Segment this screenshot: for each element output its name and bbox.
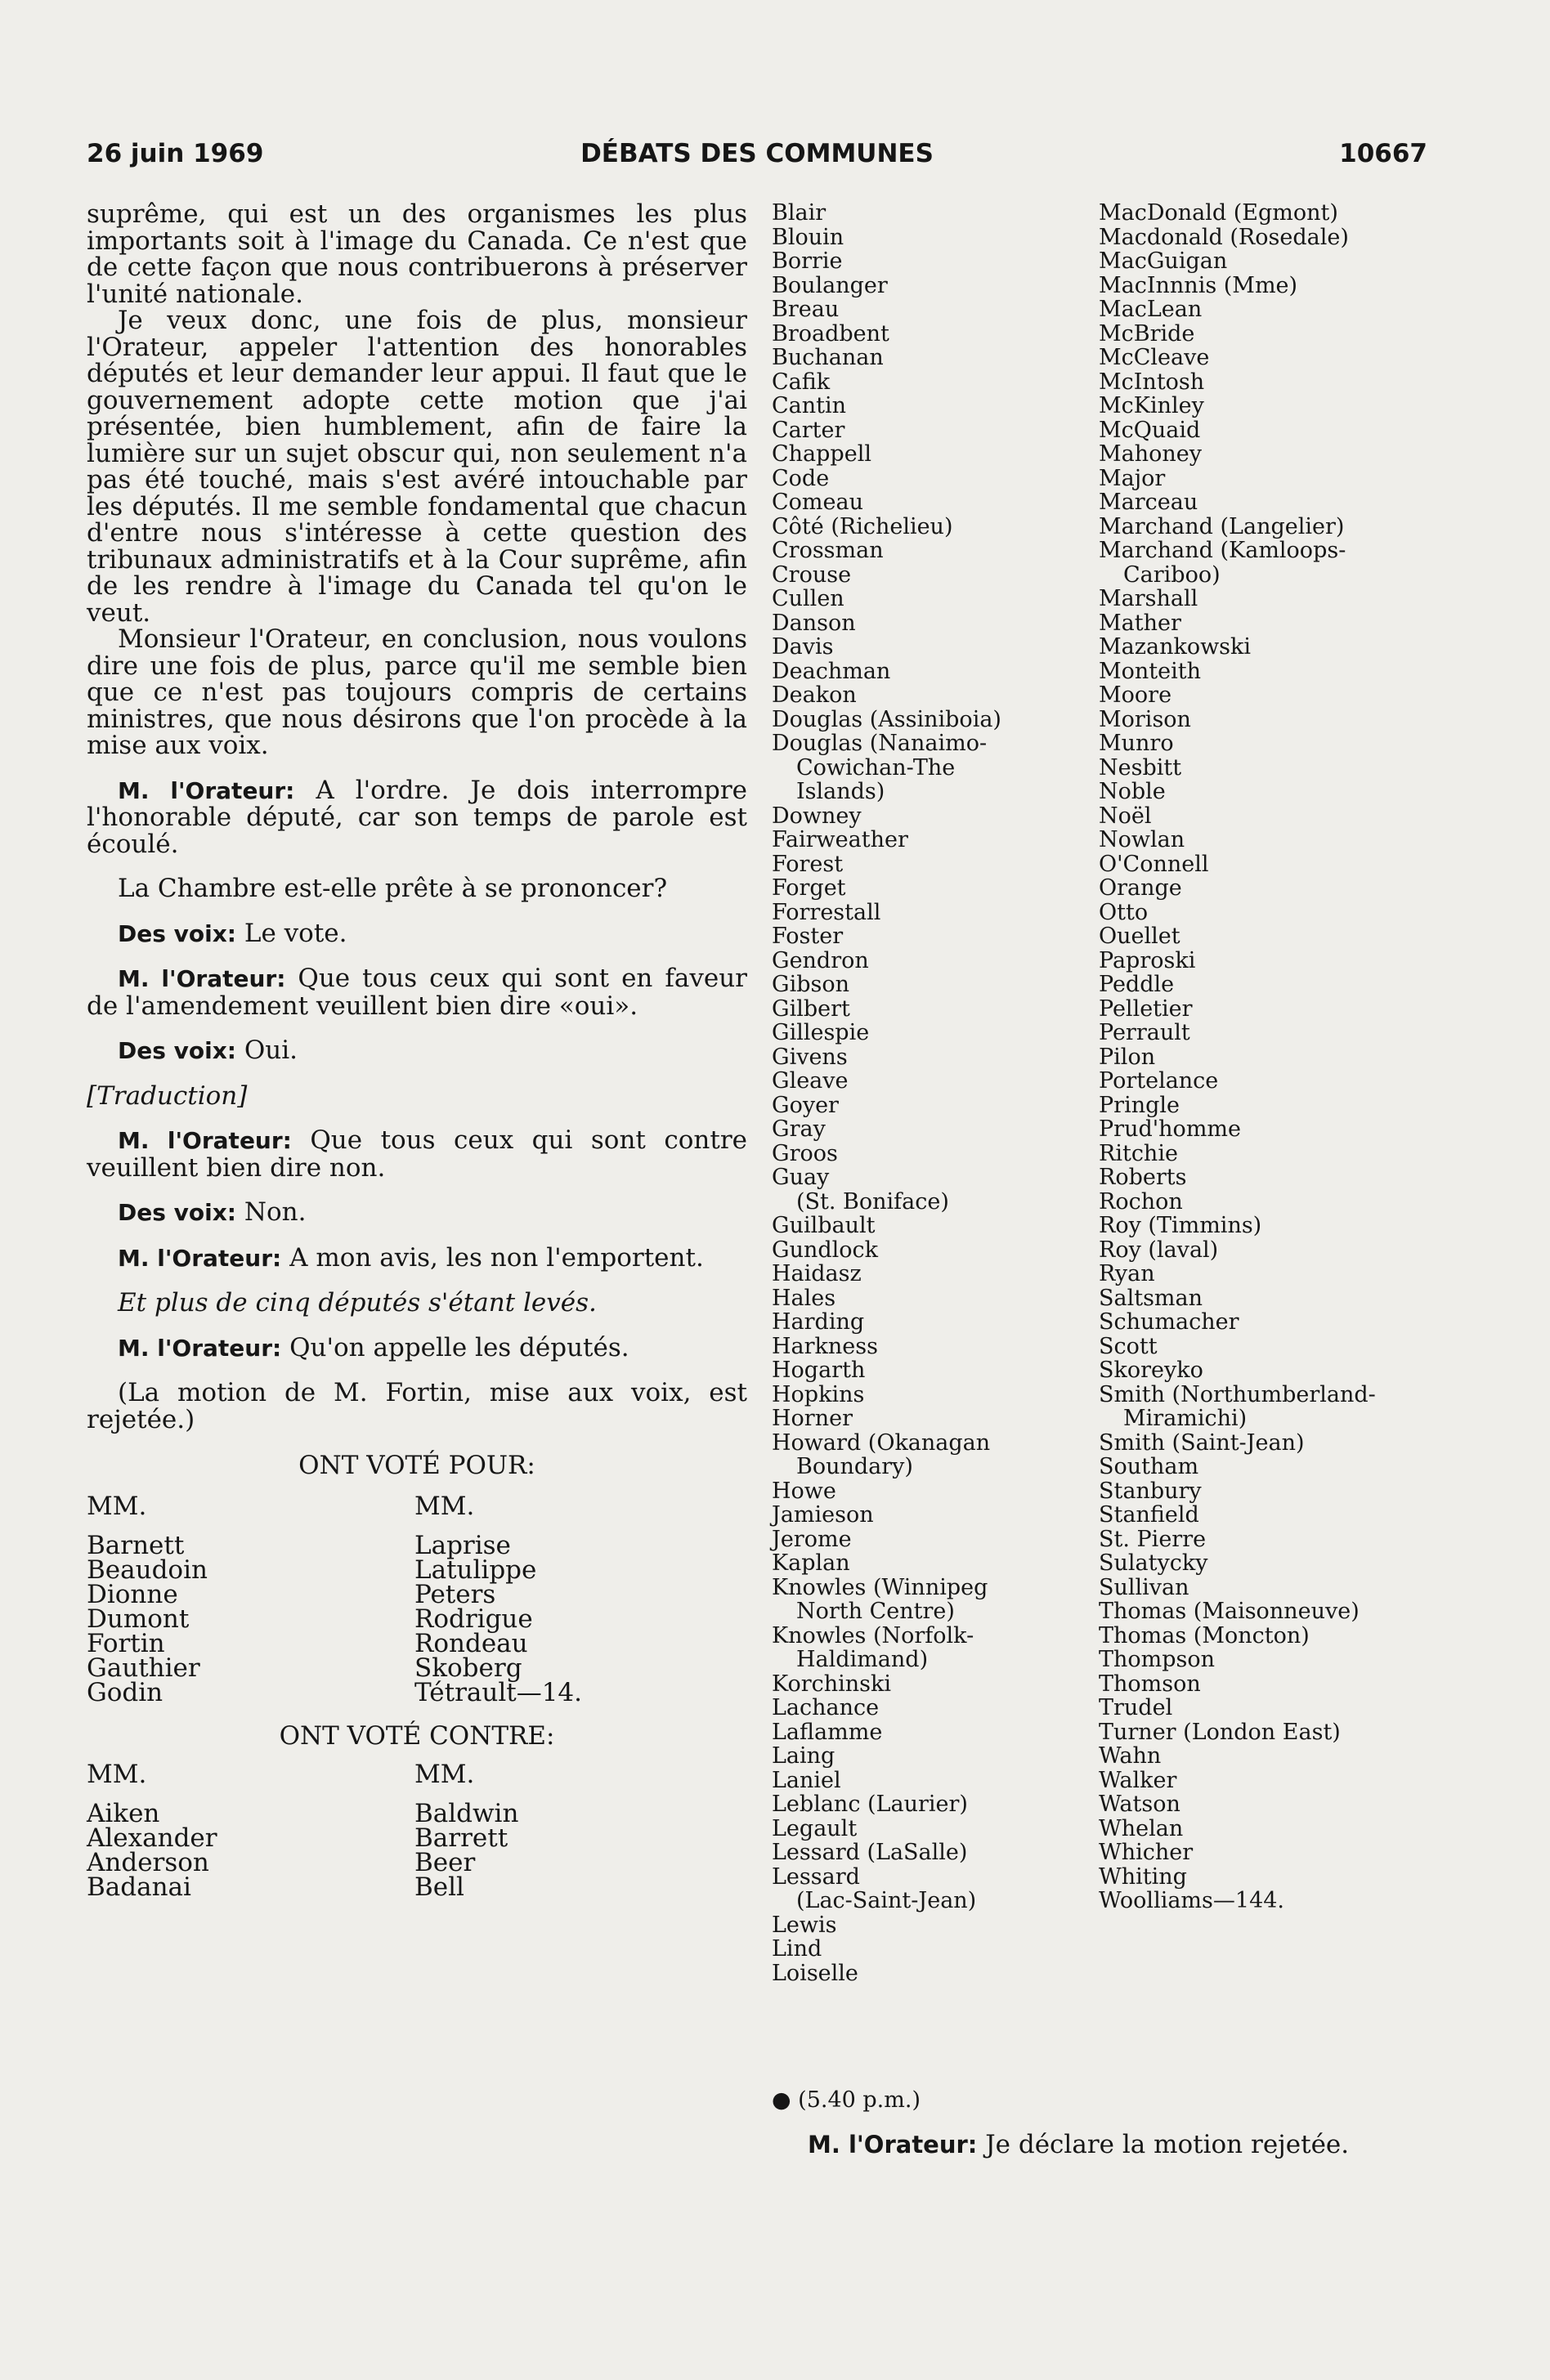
member-name: Turner (London East) [1099, 1719, 1341, 1745]
bullet-icon: ● [772, 2087, 791, 2113]
member-name: Stanbury [1099, 1478, 1202, 1504]
member-name: Rondeau [414, 1628, 528, 1658]
header-date: 26 juin 1969 [87, 139, 264, 168]
member-name: Pilon [1099, 1044, 1156, 1070]
member-name: MacGuigan [1099, 248, 1228, 274]
member-name: McCleave [1099, 345, 1210, 370]
speech-text: A l'ordre. Je dois interrompre l'honorable député, car son temps de parole est écoulé. [87, 775, 747, 859]
member-name: Code [772, 465, 830, 491]
member-name: Cowichan-The [796, 754, 956, 781]
votes-against-col-2 [414, 1760, 742, 1902]
member-name: Kaplan [772, 1550, 850, 1576]
member-name: Sulatycky [1099, 1550, 1208, 1576]
member-name: Godin [87, 1677, 164, 1707]
member-name: Laing [772, 1743, 835, 1769]
member-name: Harkness [772, 1333, 878, 1359]
member-name: Jamieson [772, 1502, 874, 1528]
member-name: Scott [1099, 1333, 1158, 1359]
member-name: Major [1099, 465, 1166, 491]
member-name: Wahn [1099, 1743, 1162, 1769]
member-name: Breau [772, 297, 840, 322]
votes-against-heading: ONT VOTÉ CONTRE: [279, 1720, 555, 1751]
member-name: Cafik [772, 369, 831, 395]
member-name: Otto [1099, 899, 1149, 925]
votes-against-col-4 [1099, 201, 1442, 1913]
traduction-note: [Traduction] [87, 1080, 248, 1111]
member-name: Stanfield [1099, 1502, 1199, 1528]
member-name: Aiken [87, 1799, 160, 1828]
member-name: Orange [1099, 875, 1182, 901]
member-name: Mather [1099, 610, 1181, 636]
member-name: Munro [1099, 731, 1174, 756]
paragraph-2: Je veux donc, une fois de plus, monsieur l'Orateur, appeler l'attention des honorables députés et leur demander leur appui. Il faut que le gouvernement adopte cette motion que j'ai présentée, bien humblement, afin de faire la lumière sur un sujet obscur qui, non seulement n'a pas été touché, mais s'est avéré intouchable par les députés. Il me semble fondamental que chacun d'entre nous s'intéresse à cette question des tribunaux administratifs et à la Cour suprême, afin de les rendre à l'image du Canada tel qu'on le veut. [87, 306, 747, 628]
member-name: MacDonald (Egmont) [1099, 200, 1338, 226]
member-name: Saltsman [1099, 1285, 1203, 1311]
member-name: McQuaid [1099, 417, 1201, 443]
member-name: Blouin [772, 224, 844, 250]
member-name: Peddle [1099, 972, 1175, 997]
paragraph-3: Monsieur l'Orateur, en conclusion, nous voulons dire une fois de plus, parce qu'il me semble bien que ce n'est pas toujours compris de certains ministres, que nous désirons que l'on procède à la mise aux voix. [87, 624, 747, 760]
speech-text: Qu'on appelle les députés. [281, 1332, 629, 1362]
member-name: Forest [772, 851, 844, 877]
member-name: Ritchie [1099, 1140, 1178, 1166]
member-name: Gilbert [772, 995, 850, 1022]
member-name: Knowles (Norfolk- [772, 1622, 974, 1649]
member-name: Thomas (Moncton) [1099, 1622, 1310, 1649]
member-name: Beaudoin [87, 1555, 208, 1585]
member-name: Barrett [414, 1823, 508, 1853]
member-name: Anderson [87, 1848, 209, 1877]
speech-text: Le vote. [236, 918, 347, 948]
member-name: Whicher [1099, 1840, 1194, 1865]
time-note-text: (5.40 p.m.) [798, 2087, 921, 2113]
speaker-label: M. l'Orateur: [808, 2131, 978, 2159]
mm-label: MM. [414, 1491, 475, 1521]
member-name: McBride [1099, 320, 1195, 347]
member-name: Horner [772, 1406, 853, 1431]
member-name: Chappell [772, 441, 871, 467]
member-name: Harding [772, 1309, 865, 1335]
member-name: Givens [772, 1044, 848, 1070]
member-name: Davis [772, 634, 834, 660]
member-name: Beer [414, 1848, 476, 1877]
member-name: Roy (laval) [1099, 1237, 1219, 1263]
stage-direction: Et plus de cinq députés s'étant levés. [118, 1288, 597, 1318]
member-name: Gillespie [772, 1020, 870, 1045]
member-name: Howard (Okanagan [772, 1429, 991, 1456]
member-name: Bell [414, 1872, 464, 1902]
member-name: Carter [772, 417, 845, 443]
member-name: Marchand (Langelier) [1099, 513, 1345, 539]
member-name: Korchinski [772, 1671, 891, 1697]
member-name: Barnett [87, 1530, 185, 1560]
speech-text: Que tous ceux qui sont contre veuillent bien dire non. [87, 1125, 747, 1183]
member-name: Smith (Saint-Jean) [1099, 1429, 1305, 1456]
member-name: Côté (Richelieu) [772, 513, 953, 539]
member-name: Woolliams—144. [1099, 1888, 1285, 1913]
member-name: Foster [772, 924, 844, 949]
member-name: Pelletier [1099, 995, 1193, 1022]
speaker-label: M. l'Orateur: [118, 1127, 292, 1154]
member-name: Gray [772, 1116, 826, 1142]
speech-speaker-opinion [87, 1242, 747, 1273]
member-name: Lewis [772, 1912, 837, 1938]
member-name: Cantin [772, 393, 847, 418]
member-name: Thomas (Maisonneuve) [1099, 1599, 1360, 1624]
member-name: Fairweather [772, 827, 908, 852]
member-name: Whiting [1099, 1863, 1187, 1890]
member-name: Mahoney [1099, 441, 1203, 467]
mm-label: MM. [414, 1760, 475, 1789]
member-name: Boundary) [796, 1454, 913, 1479]
member-name: Moore [1099, 682, 1172, 708]
speaker-label: M. l'Orateur: [118, 1334, 282, 1362]
member-name: Thomson [1099, 1671, 1201, 1697]
member-name: Macdonald (Rosedale) [1099, 224, 1349, 250]
member-name: Skoberg [414, 1653, 522, 1683]
member-name: Deachman [772, 658, 891, 684]
member-name: Marceau [1099, 490, 1198, 515]
speech-speaker-no-call [87, 1127, 747, 1181]
member-name: Prud'homme [1099, 1116, 1241, 1142]
mm-label: MM. [87, 1491, 147, 1521]
speech-speaker-order [87, 777, 747, 858]
member-name: Dionne [87, 1579, 178, 1609]
member-name: Sullivan [1099, 1574, 1189, 1600]
member-name: Rodrigue [414, 1604, 533, 1634]
member-name: Leblanc (Laurier) [772, 1792, 968, 1817]
votes-against-list-left [87, 1760, 747, 1902]
member-name: Groos [772, 1140, 838, 1166]
member-name: Islands) [796, 779, 885, 804]
speaker-label: Des voix: [118, 1037, 236, 1064]
member-name: Whelan [1099, 1815, 1184, 1841]
member-name: Morison [1099, 706, 1191, 732]
speech-text: Je déclare la motion rejetée. [977, 2130, 1350, 2159]
member-name: St. Pierre [1099, 1526, 1207, 1552]
left-column [87, 199, 747, 1902]
member-name: Ouellet [1099, 924, 1180, 949]
header-page-number: 10667 [1339, 139, 1427, 168]
speaker-label: M. l'Orateur: [118, 1244, 282, 1272]
member-name: Walker [1099, 1767, 1177, 1793]
member-name: Roy (Timmins) [1099, 1213, 1262, 1238]
member-name: Haldimand) [796, 1647, 929, 1672]
member-name: Dumont [87, 1604, 190, 1634]
member-name: MacLean [1099, 297, 1203, 322]
member-name: Southam [1099, 1454, 1199, 1479]
member-name: Loiselle [772, 1960, 858, 1986]
member-name: Legault [772, 1815, 858, 1841]
member-name: Hogarth [772, 1358, 866, 1383]
member-name: North Centre) [796, 1599, 955, 1624]
speech-voices-yes [87, 1037, 747, 1065]
member-name: Gibson [772, 972, 849, 997]
speech-text: Non. [236, 1197, 307, 1227]
member-name: Deakon [772, 682, 857, 708]
member-name: Paproski [1099, 947, 1196, 973]
member-name: Cullen [772, 586, 844, 611]
member-name: Lessard [772, 1863, 860, 1890]
member-name: (St. Boniface) [796, 1188, 949, 1215]
votes-against-col-1 [87, 1760, 414, 1902]
member-name: Tétrault—14. [414, 1677, 583, 1707]
member-name: Blair [772, 200, 827, 226]
member-name: Alexander [87, 1823, 217, 1853]
member-name: O'Connell [1099, 851, 1209, 877]
member-name: Guilbault [772, 1213, 876, 1238]
member-name: Crouse [772, 561, 852, 588]
member-name: Pringle [1099, 1092, 1180, 1118]
member-name: Jerome [772, 1526, 852, 1552]
member-name: Miramichi) [1123, 1406, 1248, 1431]
member-name: Monteith [1099, 658, 1201, 684]
member-name: Goyer [772, 1092, 839, 1118]
votes-against-col-3 [772, 201, 1091, 1985]
final-statement [808, 2130, 1349, 2159]
speaker-label: Des voix: [118, 919, 236, 947]
member-name: Peters [414, 1579, 496, 1609]
member-name: Forrestall [772, 899, 881, 925]
votes-for-heading: ONT VOTÉ POUR: [298, 1451, 535, 1480]
member-name: Lessard (LaSalle) [772, 1840, 968, 1865]
member-name: McIntosh [1099, 369, 1205, 395]
member-name: Trudel [1099, 1695, 1173, 1720]
member-name: Comeau [772, 490, 863, 515]
member-name: Gendron [772, 947, 869, 973]
speech-voices-no [87, 1199, 747, 1227]
votes-for-list [87, 1491, 747, 1707]
time-note [772, 2087, 921, 2114]
member-name: Noble [1099, 779, 1166, 804]
mm-label: MM. [87, 1760, 147, 1789]
page-header [87, 139, 1427, 172]
member-name: Fortin [87, 1628, 165, 1658]
member-name: Latulippe [414, 1555, 537, 1585]
member-name: Lachance [772, 1695, 880, 1720]
member-name: Lind [772, 1936, 822, 1962]
member-name: Badanai [87, 1872, 191, 1902]
speech-text: Oui. [236, 1036, 298, 1065]
member-name: Borrie [772, 248, 843, 274]
member-name: McKinley [1099, 393, 1204, 418]
votes-for-col-2 [414, 1491, 742, 1707]
speech-text: Que tous ceux qui sont en faveur de l'amendement veuillent bien dire «oui». [87, 964, 747, 1021]
member-name: Baldwin [414, 1799, 519, 1828]
member-name: Noël [1099, 803, 1152, 829]
header-title: DÉBATS DES COMMUNES [580, 139, 934, 168]
member-name: Skoreyko [1099, 1358, 1203, 1383]
member-name: Roberts [1099, 1165, 1187, 1190]
member-name: Crossman [772, 538, 884, 563]
member-name: Watson [1099, 1792, 1180, 1817]
votes-for-col-1 [87, 1491, 414, 1707]
member-name: Nowlan [1099, 827, 1185, 852]
member-name: Haidasz [772, 1261, 862, 1286]
member-name: Portelance [1099, 1068, 1219, 1094]
speaker-label: Des voix: [118, 1199, 236, 1226]
member-name: Marshall [1099, 586, 1198, 611]
member-name: Gundlock [772, 1237, 879, 1263]
speech-voices-vote [87, 920, 747, 948]
member-name: Douglas (Assiniboia) [772, 706, 1001, 732]
member-name: Rochon [1099, 1188, 1183, 1215]
member-name: (Lac-Saint-Jean) [796, 1888, 977, 1913]
speech-speaker-yes-call [87, 965, 747, 1019]
member-name: Cariboo) [1123, 561, 1221, 588]
member-name: Smith (Northumberland- [1099, 1381, 1376, 1407]
member-name: Laniel [772, 1767, 841, 1793]
member-name: Ryan [1099, 1261, 1155, 1286]
member-name: Gauthier [87, 1653, 200, 1683]
member-name: Gleave [772, 1068, 849, 1094]
speech-speaker-call-members [87, 1332, 747, 1362]
member-name: Laprise [414, 1530, 511, 1560]
speaker-label: M. l'Orateur: [118, 965, 286, 992]
member-name: Douglas (Nanaimo- [772, 731, 988, 756]
member-name: Downey [772, 803, 862, 829]
member-name: Perrault [1099, 1020, 1190, 1045]
member-name: Buchanan [772, 345, 884, 370]
paragraph-1: suprême, qui est un des organismes les plus importants soit à l'image du Canada. Ce n'est que de cette façon que nous contribuerons à préserver l'unité nationale. [87, 199, 747, 309]
member-name: Hales [772, 1285, 836, 1311]
member-name: Boulanger [772, 272, 888, 298]
speaker-label: M. l'Orateur: [118, 776, 295, 804]
member-name: Schumacher [1099, 1309, 1239, 1335]
member-name: Laflamme [772, 1719, 883, 1745]
member-name: Mazankowski [1099, 634, 1252, 660]
member-name: Guay [772, 1165, 830, 1190]
member-name: Forget [772, 875, 846, 901]
member-name: Knowles (Winnipeg [772, 1574, 988, 1600]
member-name: Marchand (Kamloops- [1099, 538, 1346, 563]
speech-question: La Chambre est-elle prête à se prononcer? [118, 874, 668, 903]
member-name: Thompson [1099, 1647, 1216, 1672]
member-name: Broadbent [772, 320, 889, 347]
member-name: Howe [772, 1478, 836, 1504]
motion-result: (La motion de M. Fortin, mise aux voix, est rejetée.) [87, 1378, 747, 1434]
member-name: Nesbitt [1099, 754, 1182, 781]
member-name: Danson [772, 610, 856, 636]
member-name: MacInnnis (Mme) [1099, 272, 1298, 298]
member-name: Hopkins [772, 1381, 865, 1407]
speech-text: A mon avis, les non l'emportent. [281, 1242, 704, 1273]
